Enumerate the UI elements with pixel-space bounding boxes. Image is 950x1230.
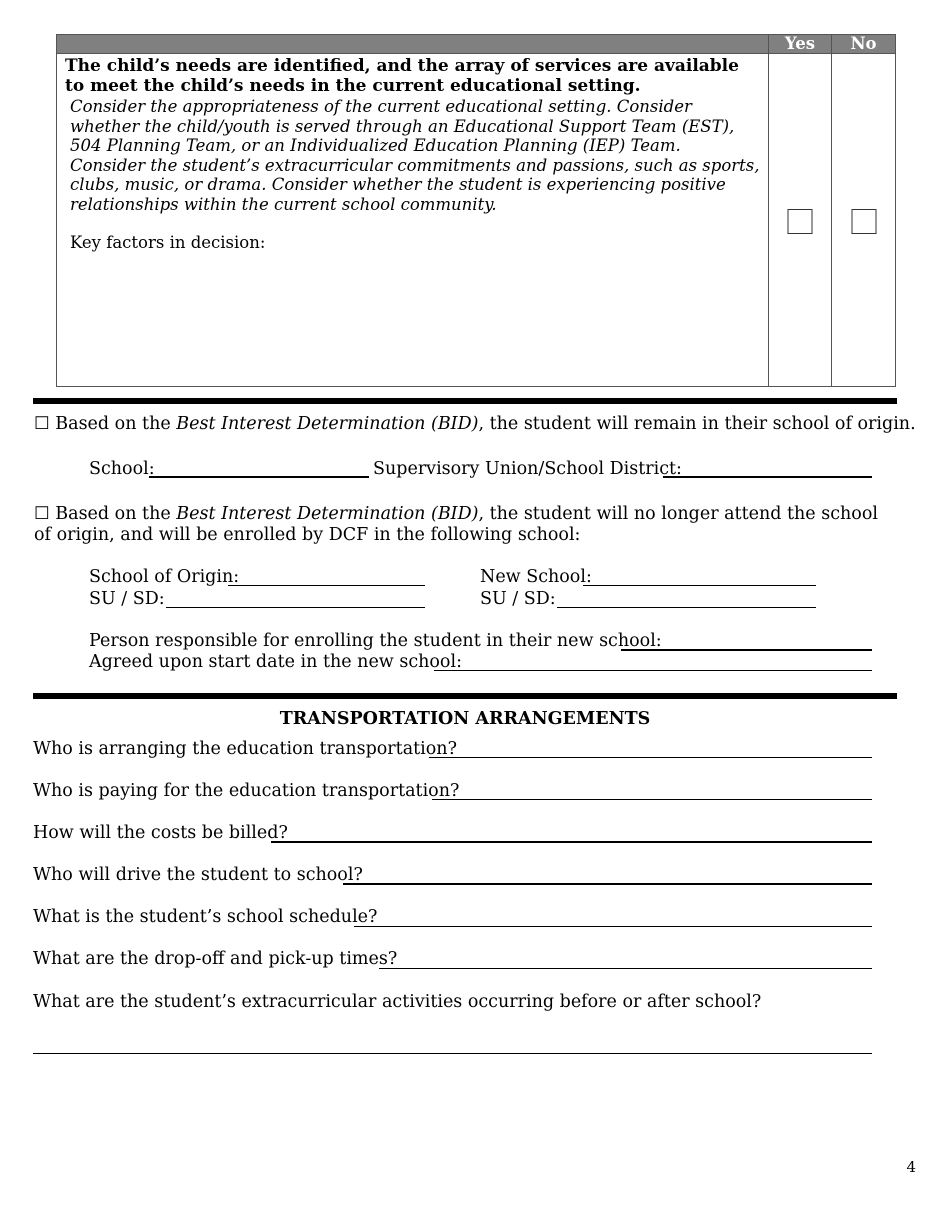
school-input-line[interactable] bbox=[149, 476, 369, 478]
start-date-label: Agreed upon start date in the new school: bbox=[89, 652, 462, 672]
transfer-bid-term: Best Interest Determination (BID) bbox=[176, 504, 479, 524]
section-divider bbox=[33, 693, 897, 699]
page-number: 4 bbox=[906, 1158, 916, 1176]
responsible-label: Person responsible for enrolling the student in their new school: bbox=[89, 631, 662, 651]
answer-paying-line[interactable] bbox=[432, 799, 872, 800]
remain-option bbox=[34, 414, 916, 435]
district-label: Supervisory Union/School District: bbox=[373, 459, 682, 479]
transportation-title: TRANSPORTATION ARRANGEMENTS bbox=[279, 709, 651, 729]
remain-suffix: , the student will remain in their school of origin. bbox=[478, 414, 916, 434]
answer-arranging-line[interactable] bbox=[429, 757, 872, 758]
answer-extracurricular-line[interactable] bbox=[33, 1053, 872, 1054]
transfer-suffix: , the student will no longer attend the school of origin, and will be enrolled by DCF in the following school: bbox=[34, 504, 878, 545]
new-school-label: New School: bbox=[480, 567, 592, 587]
table-header-no: No bbox=[832, 35, 896, 54]
criteria-cell bbox=[57, 54, 769, 387]
su-sd-right-input-line[interactable] bbox=[557, 607, 816, 608]
question-schedule: What is the student’s school schedule? bbox=[33, 907, 378, 927]
section-divider bbox=[33, 398, 897, 404]
transfer-prefix: Based on the bbox=[55, 504, 171, 524]
su-sd-right-label: SU / SD: bbox=[480, 589, 556, 609]
table-header-yes: Yes bbox=[769, 35, 832, 54]
question-arranging: Who is arranging the education transportation? bbox=[33, 739, 457, 759]
new-school-input-line[interactable] bbox=[583, 585, 816, 586]
question-extracurricular: What are the student’s extracurricular activities occurring before or after school? bbox=[33, 992, 762, 1012]
su-sd-left-input-line[interactable] bbox=[166, 607, 425, 608]
table-header-blank bbox=[57, 35, 769, 54]
remain-checkbox[interactable]: ☐ bbox=[34, 414, 50, 434]
transfer-checkbox[interactable]: ☐ bbox=[34, 504, 50, 524]
remain-prefix: Based on the bbox=[55, 414, 171, 434]
question-paying: Who is paying for the education transportation? bbox=[33, 781, 460, 801]
school-of-origin-input-line[interactable] bbox=[228, 585, 425, 586]
answer-billing-line[interactable] bbox=[271, 841, 872, 843]
key-factors-label: Key factors in decision: bbox=[70, 233, 266, 252]
school-label: School: bbox=[89, 459, 155, 479]
question-driver: Who will drive the student to school? bbox=[33, 865, 363, 885]
no-cell bbox=[832, 54, 896, 387]
su-sd-left-label: SU / SD: bbox=[89, 589, 165, 609]
criteria-description: Consider the appropriateness of the current educational setting. Consider whether the child/youth is served through an Educational Support Team (EST), 504 Planning Team, or an Individualized Education Planning (IEP) Team. Consider the student’s extracurricular commitments and passions, such as sports, clubs, music, or drama. Consider whether the student is experiencing positive relationships within the current school community. bbox=[70, 97, 760, 214]
remain-bid-term: Best Interest Determination (BID) bbox=[176, 414, 479, 434]
criteria-table bbox=[56, 34, 896, 387]
answer-times-line[interactable] bbox=[379, 968, 872, 969]
yes-cell bbox=[769, 54, 832, 387]
question-times: What are the drop-off and pick-up times? bbox=[33, 949, 398, 969]
answer-schedule-line[interactable] bbox=[354, 926, 872, 927]
transfer-option bbox=[34, 504, 900, 546]
start-date-input-line[interactable] bbox=[434, 670, 872, 671]
answer-driver-line[interactable] bbox=[343, 883, 872, 885]
criteria-heading: The child’s needs are identified, and the array of services are available to meet the child’s needs in the current educational setting. bbox=[65, 56, 739, 96]
no-checkbox[interactable] bbox=[851, 209, 876, 234]
yes-checkbox[interactable] bbox=[788, 209, 813, 234]
question-billing: How will the costs be billed? bbox=[33, 823, 288, 843]
responsible-input-line[interactable] bbox=[621, 649, 872, 651]
district-input-line[interactable] bbox=[663, 476, 872, 478]
school-of-origin-label: School of Origin: bbox=[89, 567, 240, 587]
